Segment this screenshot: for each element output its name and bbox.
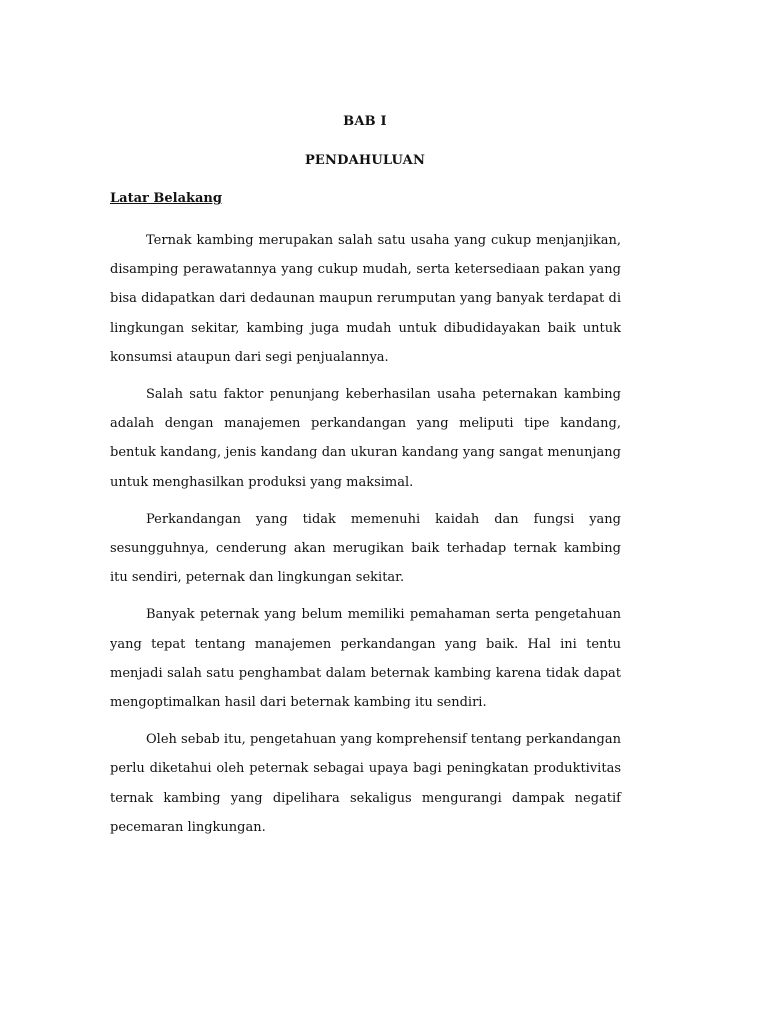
paragraph-3: Perkandangan yang tidak memenuhi kaidah dan fungsi yang sesungguhnya, cenderung akan merugikan baik terhadap ternak kambing itu sendiri, peternak dan lingkungan sekitar. <box>110 511 621 586</box>
paragraph-5: Oleh sebab itu, pengetahuan yang komprehensif tentang perkandangan perlu diketahui oleh peternak sebagai upaya bagi peningkatan produktivitas ternak kambing yang dipelihara sekaligus mengurangi dampak negatif pecemaran lingkungan. <box>110 732 621 835</box>
paragraph-2: Salah satu faktor penunjang keberhasilan usaha peternakan kambing adalah dengan manajemen perkandangan yang meliputi tipe kandang, bentuk kandang, jenis kandang dan ukuran kandang yang sangat menunjang untuk menghasilkan produksi yang maksimal. <box>110 387 621 490</box>
chapter-number: BAB I <box>343 114 387 129</box>
body-text <box>110 226 621 850</box>
chapter-title: PENDAHULUAN <box>304 153 426 168</box>
paragraph-4: Banyak peternak yang belum memiliki pemahaman serta pengetahuan yang tepat tentang manajemen perkandangan yang baik. Hal ini tentu menjadi salah satu penghambat dalam beternak kambing karena tidak dapat mengoptimalkan hasil dari beternak kambing itu sendiri. <box>110 607 621 711</box>
section-heading: Latar Belakang <box>110 191 222 206</box>
paragraph-1: Ternak kambing merupakan salah satu usaha yang cukup menjanjikan, disamping perawatannya yang cukup mudah, serta ketersediaan pakan yang bisa didapatkan dari dedaunan maupun rerumputan yang banyak terdapat di lingkungan sekitar, kambing juga mudah untuk dibudidayakan baik untuk konsumsi ataupun dari segi penjualannya. <box>110 233 621 365</box>
